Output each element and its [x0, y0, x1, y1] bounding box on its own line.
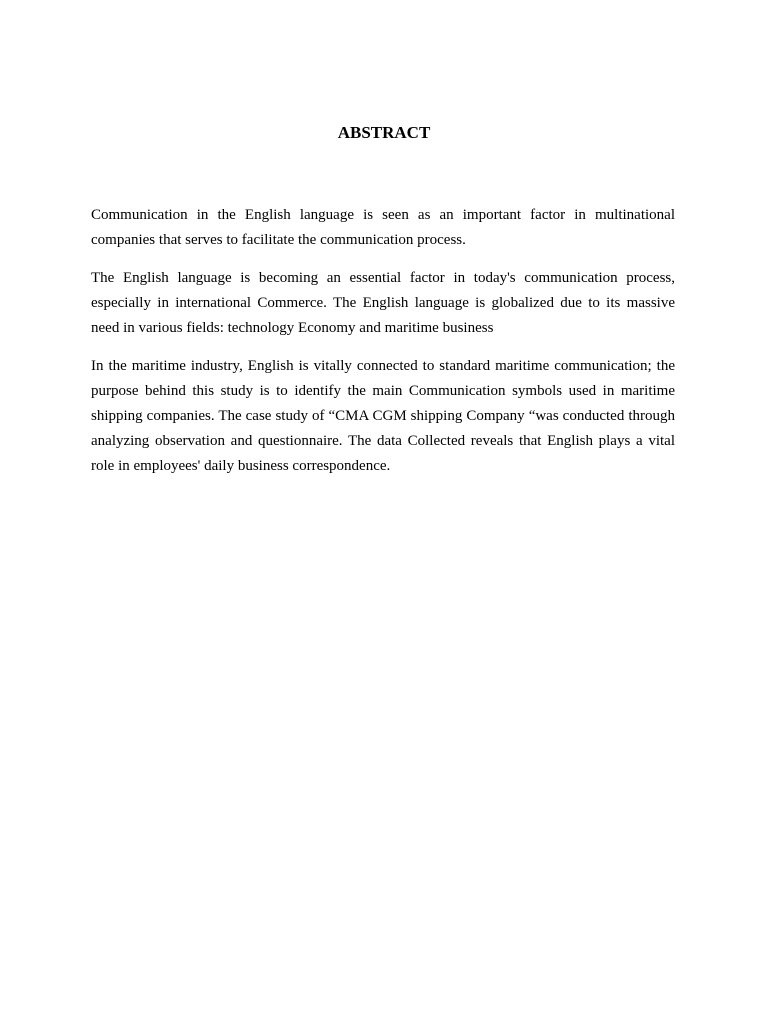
paragraph-3: In the maritime industry, English is vitally connected to standard maritime communication; the purpose behind this study is to identify the main Communication symbols used in maritime shipping companies. The case study of “CMA CGM shipping Company “was conducted through analyzing observation and questionnaire. The data Collected reveals that English plays a vital role in employees' daily business correspondence. — [91, 358, 675, 474]
paragraph-2: The English language is becoming an essential factor in today's communication process, especially in international Commerce. The English language is globalized due to its massive need in various fields: technology Economy and maritime business — [91, 270, 675, 336]
abstract-body — [91, 203, 675, 492]
page-title: ABSTRACT — [337, 123, 431, 142]
paragraph-1: Communication in the English language is seen as an important factor in multinational companies that serves to facilitate the communication process. — [91, 207, 675, 248]
